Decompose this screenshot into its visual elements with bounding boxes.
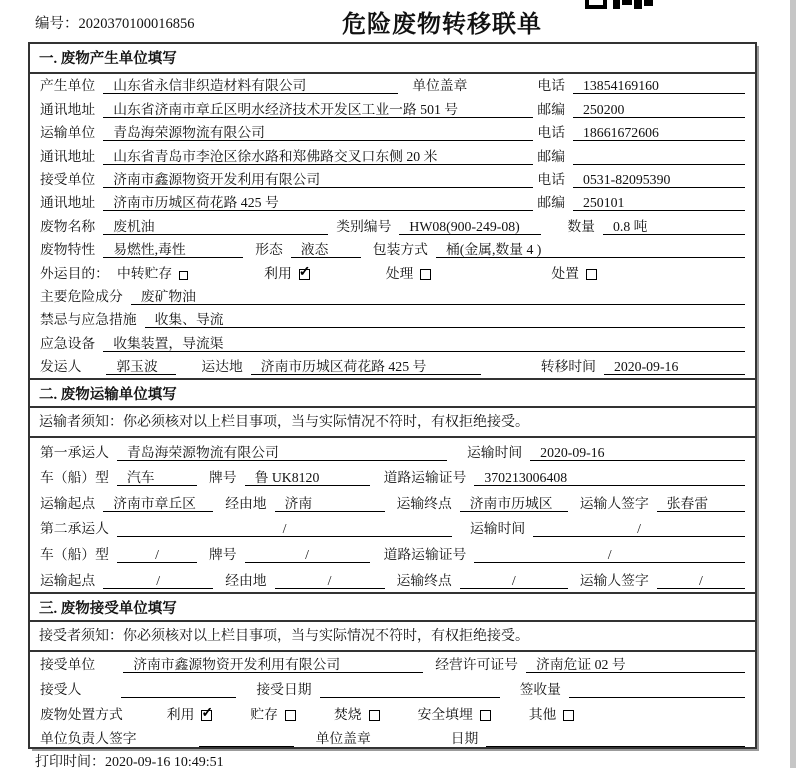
- checkbox-disposal-other: [563, 710, 574, 721]
- label: 牌号: [208, 547, 237, 563]
- label: 废物处置方式: [40, 706, 123, 722]
- field-responsible-signature: [199, 730, 294, 747]
- field-transport-phone: 18661672606: [573, 124, 745, 141]
- option-label-transfer-storage: 中转贮存: [116, 265, 173, 281]
- field-quantity: 0.8 吨: [603, 218, 745, 235]
- label: 电话: [537, 171, 565, 187]
- qr-block: [622, 0, 632, 5]
- field-emergency-equipment: 收集装置，导流渠: [103, 335, 745, 352]
- label: 车（船）型: [40, 470, 109, 486]
- label: 运输终点: [396, 572, 452, 588]
- qr-code-icon: [585, 0, 655, 10]
- field-accept-date: [320, 681, 500, 698]
- field-waste-name: 废机油: [103, 218, 328, 235]
- option-label-incinerate: 焚烧: [333, 706, 362, 722]
- label: 运输单位: [40, 125, 96, 141]
- label: 第二承运人: [40, 521, 109, 537]
- form-row-shipper: [30, 355, 755, 378]
- field-endpoint-2: /: [460, 572, 568, 589]
- checkbox-disposal-utilize: [201, 710, 212, 721]
- field-transport-date-1: 2020-09-16: [530, 444, 745, 461]
- checkbox-transfer-storage: [179, 271, 188, 280]
- field-road-permit-2: /: [474, 546, 745, 563]
- label: 废物特性: [40, 242, 96, 258]
- field-destination: 济南市历城区荷花路 425 号: [251, 358, 481, 375]
- field-transport-unit: 青岛海荣源物流有限公司: [103, 124, 533, 141]
- label: 运输终点: [396, 495, 452, 511]
- field-road-permit-1: 370213006408: [474, 469, 745, 486]
- label: 外运目的：: [40, 265, 109, 281]
- label: 第一承运人: [40, 444, 109, 460]
- label: 包装方式: [372, 242, 428, 258]
- field-packaging: 桶(金属,数量 4 ): [436, 241, 745, 258]
- field-acceptor: [121, 681, 236, 698]
- field-first-carrier: 青岛海荣源物流有限公司: [117, 444, 447, 461]
- form-row-second-carrier: [30, 515, 755, 541]
- label: 接受单位: [40, 171, 96, 187]
- field-carrier-signature-2: /: [657, 572, 745, 589]
- option-label-store: 贮存: [250, 706, 278, 722]
- checkbox-treat: [420, 269, 431, 280]
- field-second-carrier: /: [117, 520, 452, 537]
- section3-notice: 接受者须知：你必须核对以上栏目事项，当与实际情况不符时，有权拒绝接受。: [30, 622, 755, 652]
- label-unit-seal: 单位盖章: [315, 731, 371, 747]
- label: 道路运输证号: [383, 470, 467, 486]
- section1-header: 一. 废物产生单位填写: [30, 44, 755, 74]
- field-accept-unit: 济南市鑫源物资开发利用有限公司: [123, 656, 423, 673]
- field-producer-postcode: 250200: [573, 101, 745, 118]
- label: 转移时间: [540, 359, 596, 375]
- label: 车（船）型: [40, 547, 109, 563]
- form-row-first-carrier: [30, 438, 755, 464]
- label: 通讯地址: [40, 101, 96, 117]
- form-row-producer-address: [30, 97, 755, 120]
- section2-notice: 运输者须知：你必须核对以上栏目事项，当与实际情况不符时，有权拒绝接受。: [30, 408, 755, 438]
- qr-block: [634, 0, 642, 9]
- label: 日期: [450, 731, 479, 747]
- label: 运输时间: [466, 444, 523, 460]
- field-carrier-signature-1: 张春雷: [657, 495, 745, 512]
- label: 邮编: [537, 195, 565, 211]
- label: 禁忌与应急措施: [40, 312, 137, 328]
- label: 通讯地址: [40, 195, 96, 211]
- label: 数量: [567, 218, 595, 234]
- label: 运输起点: [40, 495, 96, 511]
- field-shipper: 郭玉波: [106, 358, 176, 375]
- label: 形态: [255, 242, 283, 258]
- option-label-landfill: 安全填埋: [417, 706, 473, 722]
- label: 运输起点: [40, 572, 96, 588]
- field-accept-sign-date: [486, 730, 745, 747]
- serial-label: 编号：: [35, 16, 79, 32]
- label: 经营许可证号: [435, 657, 518, 673]
- field-producer-unit: 山东省永信非织造材料有限公司: [103, 77, 398, 94]
- option-label-other: 其他: [528, 706, 557, 722]
- section3-header: 三. 废物接受单位填写: [30, 592, 755, 622]
- field-emergency-measures: 收集、导流: [145, 311, 745, 328]
- form-row-receiver-unit: [30, 168, 755, 191]
- checkbox-dispose: [586, 269, 597, 280]
- field-via-1: 济南: [275, 495, 385, 512]
- form-row-route-1: [30, 489, 755, 515]
- print-time: [35, 751, 224, 768]
- field-plate-number-2: /: [245, 546, 370, 563]
- field-producer-phone: 13854169160: [573, 77, 745, 94]
- field-category-code: HW08(900-249-08): [399, 218, 541, 235]
- field-vehicle-type-1: 汽车: [117, 469, 197, 486]
- form-row-acceptor: [30, 676, 755, 701]
- label: 运输人签字: [579, 572, 649, 588]
- form-row-emergency-equipment: [30, 331, 755, 354]
- form-row-waste-name: [30, 214, 755, 237]
- checkbox-utilize: [299, 269, 310, 280]
- label: 电话: [537, 125, 565, 141]
- page-title: 危险废物转移联单: [342, 12, 542, 38]
- form-row-producer-unit: [30, 74, 755, 97]
- label: 废物名称: [40, 218, 96, 234]
- form-row-hazard-component: [30, 285, 755, 308]
- field-plate-number-1: 鲁 UK8120: [245, 469, 370, 486]
- label: 主要危险成分: [40, 288, 123, 304]
- field-receiver-phone: 0531-82095390: [573, 171, 745, 188]
- option-label-dispose: 处置: [551, 265, 579, 281]
- field-signed-quantity: [569, 681, 745, 698]
- serial-value: 2020370100016856: [78, 16, 195, 32]
- manifest-form: [28, 42, 757, 749]
- checkbox-disposal-store: [285, 710, 296, 721]
- serial-number: [35, 12, 195, 33]
- option-label-utilize: 利用: [166, 706, 195, 722]
- form-row-receiver-address: [30, 191, 755, 214]
- label: 运达地: [201, 359, 243, 375]
- form-row-outbound-purpose: [30, 261, 755, 284]
- label: 通讯地址: [40, 148, 96, 164]
- label: 接受单位: [40, 657, 96, 673]
- label: 产生单位: [40, 78, 96, 94]
- label: 经由地: [225, 572, 267, 588]
- option-label-utilize: 利用: [264, 265, 292, 281]
- field-waste-property: 易燃性,毒性: [103, 241, 243, 258]
- field-transport-date-2: /: [533, 520, 745, 537]
- form-row-route-2: [30, 566, 755, 592]
- label: 应急设备: [40, 335, 96, 351]
- print-time-label: 打印时间：: [35, 755, 105, 768]
- qr-block: [613, 0, 620, 9]
- field-transport-postcode: [573, 148, 745, 165]
- scrollbar[interactable]: [790, 0, 796, 768]
- form-row-transport-address: [30, 144, 755, 167]
- section2-header: 二. 废物运输单位填写: [30, 378, 755, 408]
- label: 运输人签字: [579, 495, 649, 511]
- label: 发运人: [40, 359, 82, 375]
- label: 经由地: [225, 495, 267, 511]
- field-license-number: 济南危证 02 号: [526, 656, 745, 673]
- form-row-waste-property: [30, 238, 755, 261]
- field-origin-1: 济南市章丘区: [103, 495, 213, 512]
- form-row-vehicle-1: [30, 464, 755, 490]
- form-row-responsible-signature: [30, 726, 755, 751]
- option-label-treat: 处理: [385, 265, 414, 281]
- form-row-transport-unit: [30, 121, 755, 144]
- qr-block: [644, 0, 653, 6]
- field-origin-2: /: [103, 572, 213, 589]
- field-via-2: /: [275, 572, 385, 589]
- label: 邮编: [537, 148, 565, 164]
- print-time-value: 2020-09-16 10:49:51: [105, 755, 224, 768]
- label: 道路运输证号: [383, 547, 467, 563]
- label: 签收量: [519, 682, 561, 698]
- field-form-state: 液态: [291, 241, 361, 258]
- label: 接受人: [40, 682, 82, 698]
- field-producer-address: 山东省济南市章丘区明水经济技术开发区工业一路 501 号: [103, 101, 533, 118]
- form-row-disposal-method: [30, 701, 755, 726]
- label: 接受日期: [256, 682, 312, 698]
- label: 运输时间: [469, 521, 526, 537]
- label: 单位负责人签字: [40, 731, 137, 747]
- form-row-vehicle-2: [30, 540, 755, 566]
- form-row-emergency-measures: [30, 308, 755, 331]
- label: 电话: [537, 78, 565, 94]
- checkbox-disposal-incinerate: [369, 710, 380, 721]
- label-unit-seal: 单位盖章: [412, 78, 468, 94]
- label: 牌号: [208, 470, 237, 486]
- field-vehicle-type-2: /: [117, 546, 197, 563]
- qr-block: [585, 0, 607, 9]
- form-row-accept-unit: [30, 652, 755, 677]
- field-transfer-date: 2020-09-16: [604, 358, 745, 375]
- field-transport-address: 山东省青岛市李沧区徐水路和郑佛路交叉口东侧 20 米: [103, 148, 533, 165]
- field-receiver-postcode: 250101: [573, 194, 745, 211]
- field-receiver-address: 济南市历城区荷花路 425 号: [103, 194, 533, 211]
- field-hazard-component: 废矿物油: [131, 288, 745, 305]
- checkbox-disposal-landfill: [480, 710, 491, 721]
- field-endpoint-1: 济南市历城区: [460, 495, 568, 512]
- field-receiver-unit: 济南市鑫源物资开发利用有限公司: [103, 171, 533, 188]
- label: 邮编: [537, 101, 565, 117]
- label: 类别编号: [336, 218, 392, 234]
